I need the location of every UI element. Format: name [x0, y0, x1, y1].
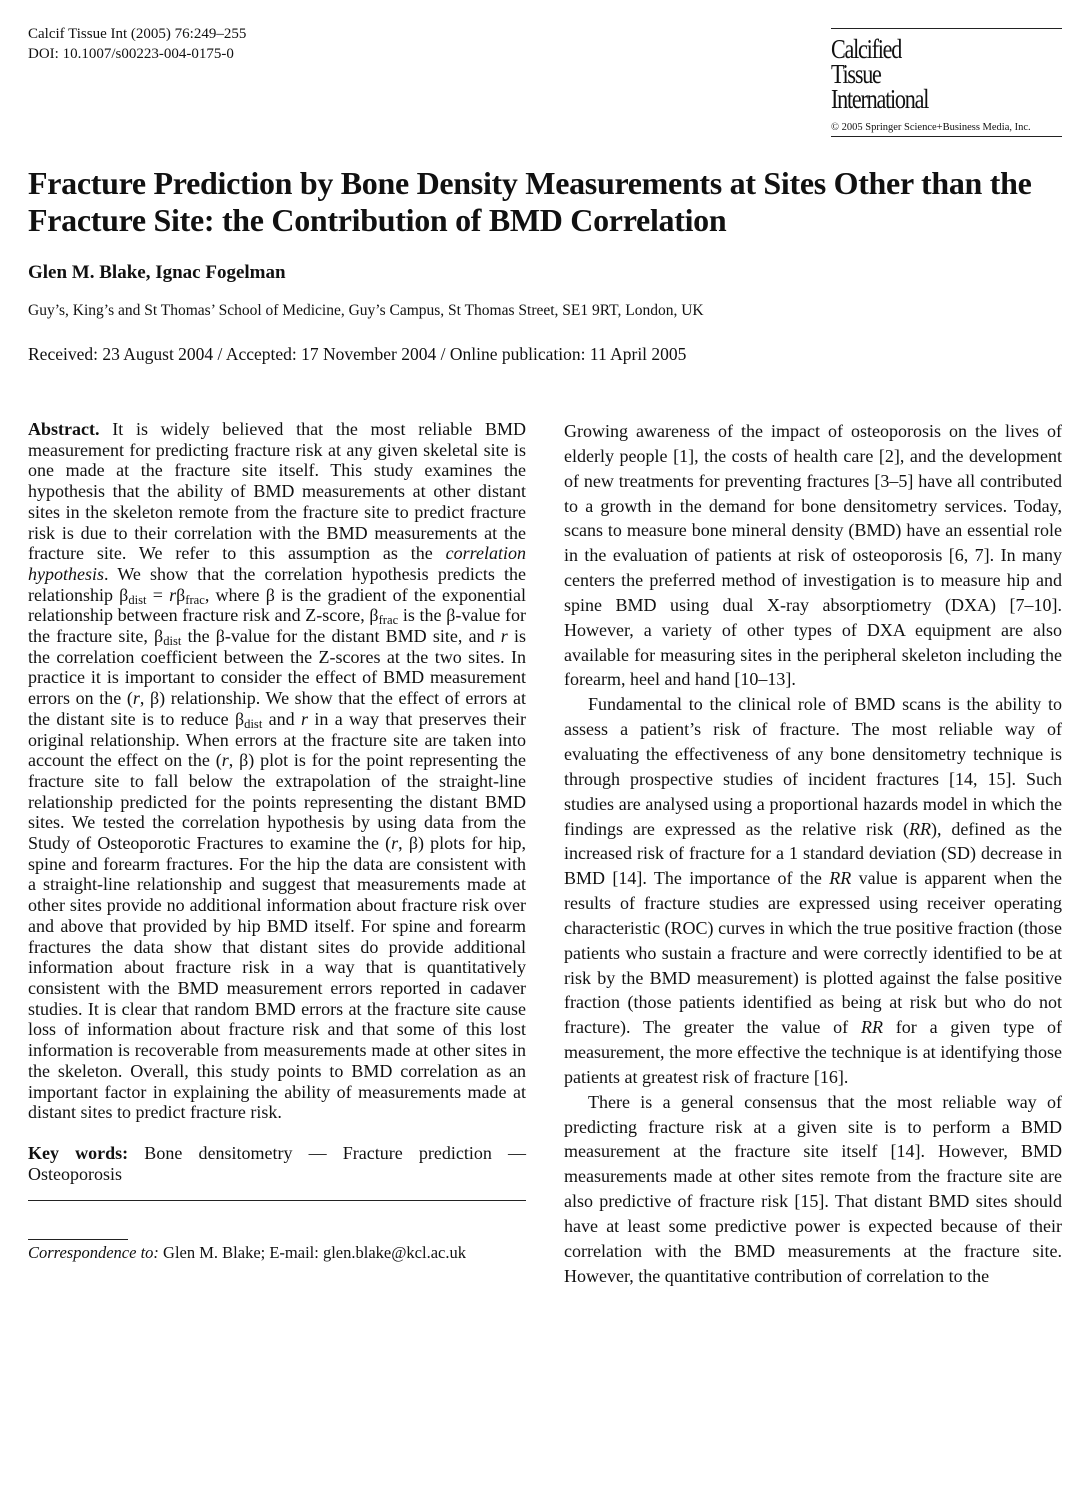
- logo-top-rule: [831, 28, 1062, 29]
- subscript: dist: [163, 634, 182, 649]
- abstract-variable: r: [500, 626, 508, 647]
- footnote-rule: [28, 1239, 128, 1240]
- abstract-variable: r: [391, 833, 399, 854]
- abstract-text: and: [262, 708, 302, 729]
- logo-line-2: Tissue: [831, 59, 881, 89]
- abstract-text: , β) plots for hip, spine and forearm fractures. For the hip the data are consistent with a straight-line relationship and suggest that measurements made at other sites provide no additional information about fracture risk over and above that provided by hip BMD itself. For spine and forearm fractures the data show that distant sites do provide additional information about fracture risk in a way that is quantitatively consistent with the BMD measurement errors reported in cadaver studies. It is clear that random BMD errors at the fracture site cause loss of information about fracture risk and that some of this lost information is recoverable from measurements made at other sites in the skeleton. Overall, this study points to BMD correlation as an important factor in explaining the ability of measurements made at distant sites to predict fracture risk.: [28, 833, 526, 1123]
- affiliation: Guy’s, King’s and St Thomas’ School of Medicine, Guy’s Campus, St Thomas Street, SE1 9RT, London, UK: [28, 302, 704, 319]
- logo-wordmark: [831, 34, 1020, 114]
- abstract-text: is the correlation coefficient between the Z-scores at the two sites. In practice it is important to consider the effect of BMD measurement errors on the (: [28, 626, 526, 709]
- abstract-text: is the β-value for the fracture site, β: [28, 605, 527, 647]
- keywords: [28, 1143, 526, 1184]
- abstract-text: , β) relationship. We show that the effect of errors at the distant site is to reduce β: [28, 688, 526, 729]
- journal-logo: [831, 28, 1062, 137]
- left-column: [28, 419, 526, 1262]
- body-text: ), defined as the increased risk of fracture for a 1 standard deviation (SD) decrease in BMD [14]. The importance of the: [564, 818, 1063, 889]
- keywords-text: Bone densitometry — Fracture prediction — Osteoporosis: [28, 1142, 527, 1184]
- body-text: value is apparent when the results of fracture studies are expressed using receiver operating characteristic (ROC) curves in which the true positive fraction (those patients who sustain a fracture and were correctly identified to be at risk by the BMD measurement) is plotted against the false positive fraction (those patients identified as being at risk but who do not fracture). The greater the value of: [564, 868, 1062, 1038]
- abstract-text: =: [146, 584, 170, 605]
- abstract-variable: r: [169, 584, 177, 605]
- subscript: dist: [128, 592, 147, 607]
- logo-bottom-rule: [831, 136, 1062, 137]
- body-variable: RR: [829, 868, 852, 889]
- body-paragraph-3: There is a general consensus that the most reliable way of predicting fracture risk at a given site is to perform a BMD measurement at the fracture site itself [14]. However, BMD measurements made at other sites remote from the fracture site are also predictive of fracture risk [15]. That distant BMD sites should have at least some predictive power is expected because of their correlation with the BMD measurements at the fracture site. However, the quantitative contribution of correlation to the: [564, 1091, 1062, 1286]
- abstract-text: , where β is the gradient of the exponential relationship between fracture risk and Z-score, β: [28, 584, 526, 626]
- subscript: frac: [378, 613, 399, 628]
- body-paragraph-1: Growing awareness of the impact of osteoporosis on the lives of elderly people [1], the costs of health care [2], and the development of new treatments for preventing fractures [3–5] have all contributed to a growth in the demand for bone densitometry services. Today, scans to measure bone mineral density (BMD) have an essential role in the evaluation of patients at risk of osteoporosis [6, 7]. In many centers the preferred method of investigation is to measure hip and spine BMD using dual X-ray absorptiometry (DXA) [7–10]. However, a variety of other types of DXA equipment are also available for measuring sites in the peripheral skeleton including the forearm, heel and hand [10–13].: [564, 421, 1062, 690]
- abstract-text: β: [176, 584, 186, 605]
- doi: DOI: 10.1007/s00223-004-0175-0: [28, 46, 234, 62]
- journal-citation: Calcif Tissue Int (2005) 76:249–255: [28, 26, 247, 42]
- journal-citation-block: [28, 24, 246, 64]
- abstract-text: in a way that preserves their original relationship. When errors at the fracture site are taken into account the effect on the (: [28, 708, 526, 771]
- correspondence-label: Correspondence to:: [28, 1243, 159, 1263]
- article-title: Fracture Prediction by Bone Density Measurements at Sites Other than the Fracture Site: the Contribution of BMD Correlation: [28, 165, 1032, 238]
- abstract-emphasis: correlation hypothesis: [28, 543, 526, 584]
- abstract: [28, 419, 526, 1123]
- author-list: Glen M. Blake, Ignac Fogelman: [28, 262, 286, 283]
- logo-line-3: International: [831, 84, 929, 114]
- correspondence-text: Glen M. Blake; E-mail: glen.blake@kcl.ac.uk: [158, 1243, 466, 1263]
- abstract-variable: r: [221, 750, 229, 771]
- abstract-label: Abstract.: [28, 419, 100, 439]
- subscript: frac: [185, 592, 205, 607]
- body-variable: RR: [860, 1017, 883, 1038]
- logo-line-1: Calcified: [831, 34, 902, 64]
- correspondence-footnote: [28, 1244, 526, 1262]
- abstract-text: . We show that the correlation hypothesis predicts the relationship β: [28, 563, 526, 605]
- body-text: Fundamental to the clinical role of BMD scans is the ability to assess a patient’s risk of fracture. The most reliable way of evaluating the effectiveness of any bone densitometry technique is through prospective studies of incident fractures [14, 15]. Such studies are analysed using a proportional hazards model in which the findings are expressed as the relative risk (: [564, 694, 1062, 839]
- copyright-notice: © 2005 Springer Science+Business Media, Inc.: [831, 122, 1031, 133]
- body-variable: RR: [908, 818, 931, 839]
- abstract-text: It is widely believed that the most reliable BMD measurement for predicting fracture risk at any given skeletal site is one made at the fracture site itself. This study examines the hypothesis that the ability of BMD measurements at other distant sites in the skeleton remote from the fracture site to predict fracture risk is due to their correlation with the BMD measurements at the fracture site. We refer to this assumption as the: [28, 419, 526, 564]
- right-column: [564, 419, 1062, 1289]
- publication-dates: Received: 23 August 2004 / Accepted: 17 November 2004 / Online publication: 11 April 2005: [28, 344, 687, 364]
- keywords-label: Key words:: [28, 1142, 129, 1163]
- keywords-divider: [28, 1200, 526, 1201]
- abstract-variable: r: [301, 708, 309, 729]
- body-paragraph-2: [564, 692, 1062, 1090]
- subscript: dist: [244, 716, 263, 731]
- abstract-text: the β-value for the distant BMD site, and: [181, 626, 501, 647]
- abstract-variable: r: [132, 688, 140, 709]
- abstract-text: , β) plot is for the point representing the fracture site to fall below the extrapolation of the straight-line relationship predicted for the points representing the distant BMD sites. We tested the correlation hypothesis by using data from the Study of Osteoporotic Fractures to examine the (: [28, 750, 526, 854]
- body-text: for a given type of measurement, the more effective the technique is at identifying those patients at greatest risk of fracture [16].: [564, 1017, 1063, 1087]
